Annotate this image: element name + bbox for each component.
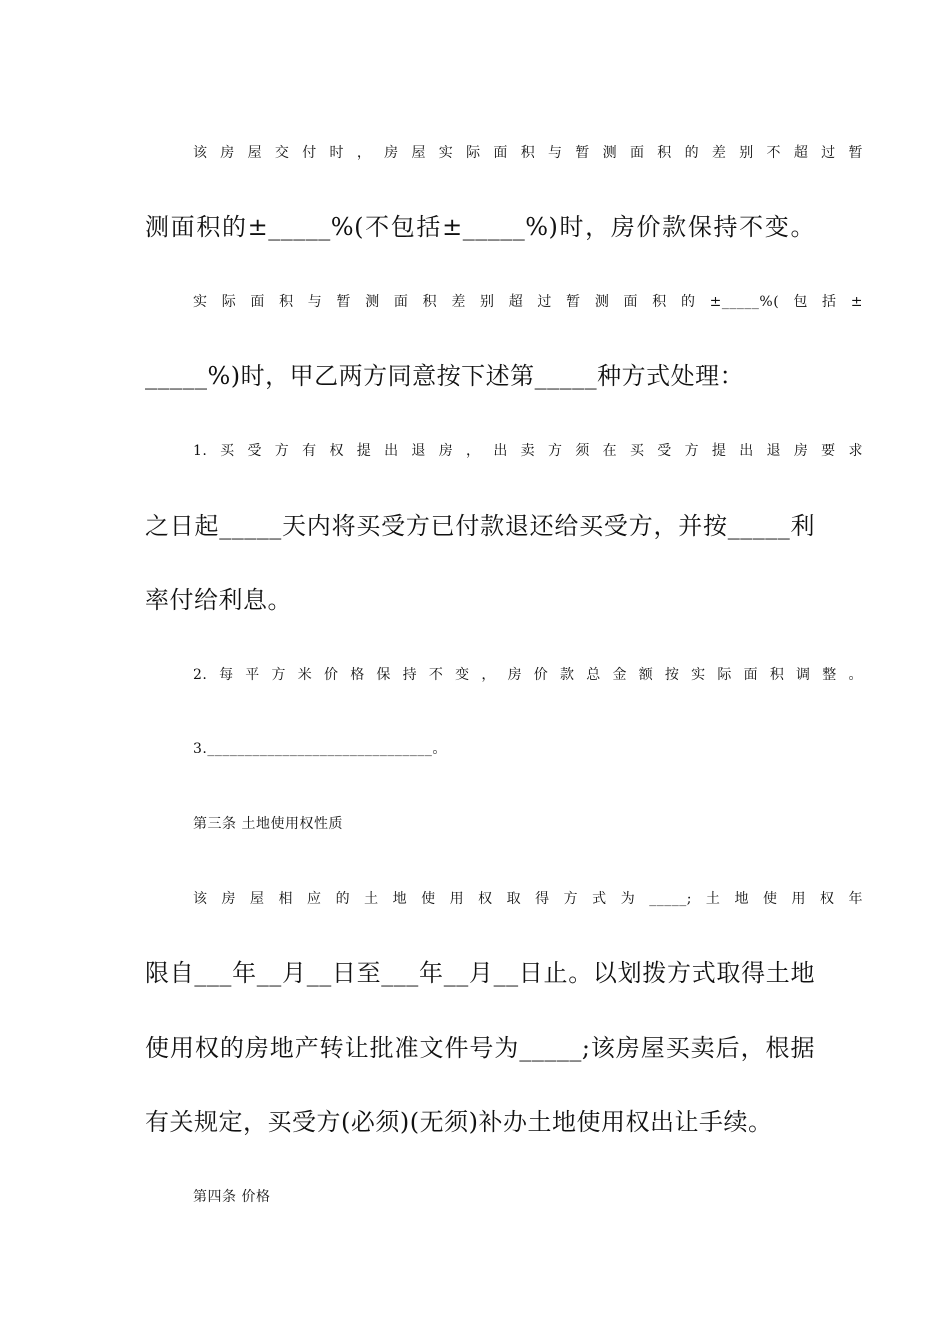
list-item-line: 2.每平方米价格保持不变，房价款总金额按实际面积调整。 xyxy=(193,667,863,683)
paragraph-line: 实际面积与暂测面积差别超过暂测面积的±_____%(包括± xyxy=(193,294,863,310)
paragraph-line: 有关规定，买受方(必须)(无须)补办土地使用权出让手续。 xyxy=(145,1108,773,1136)
list-item-line: 1.买受方有权提出退房，出卖方须在买受方提出退房要求 xyxy=(193,443,863,459)
paragraph-line: 限自___年__月__日至___年__月__日止。以划拨方式取得土地 xyxy=(145,959,815,987)
section-heading: 第三条 土地使用权性质 xyxy=(193,816,343,832)
paragraph-line: 测面积的±_____%(不包括±_____%)时，房价款保持不变。 xyxy=(145,213,815,241)
paragraph-line: 该房屋相应的土地使用权取得方式为_____;土地使用权年 xyxy=(193,891,863,907)
list-item-line: 之日起_____天内将买受方已付款退还给买受方，并按_____利 xyxy=(145,512,815,540)
section-heading: 第四条 价格 xyxy=(193,1189,271,1205)
list-item-line: 3.______________________________。 xyxy=(193,741,447,757)
paragraph-line: 使用权的房地产转让批准文件号为_____;该房屋买卖后，根据 xyxy=(145,1034,815,1062)
paragraph-line: 该房屋交付时，房屋实际面积与暂测面积的差别不超过暂 xyxy=(193,145,863,161)
list-item-line: 率付给利息。 xyxy=(145,586,292,614)
paragraph-line: _____%)时，甲乙两方同意按下述第_____种方式处理： xyxy=(145,362,745,390)
